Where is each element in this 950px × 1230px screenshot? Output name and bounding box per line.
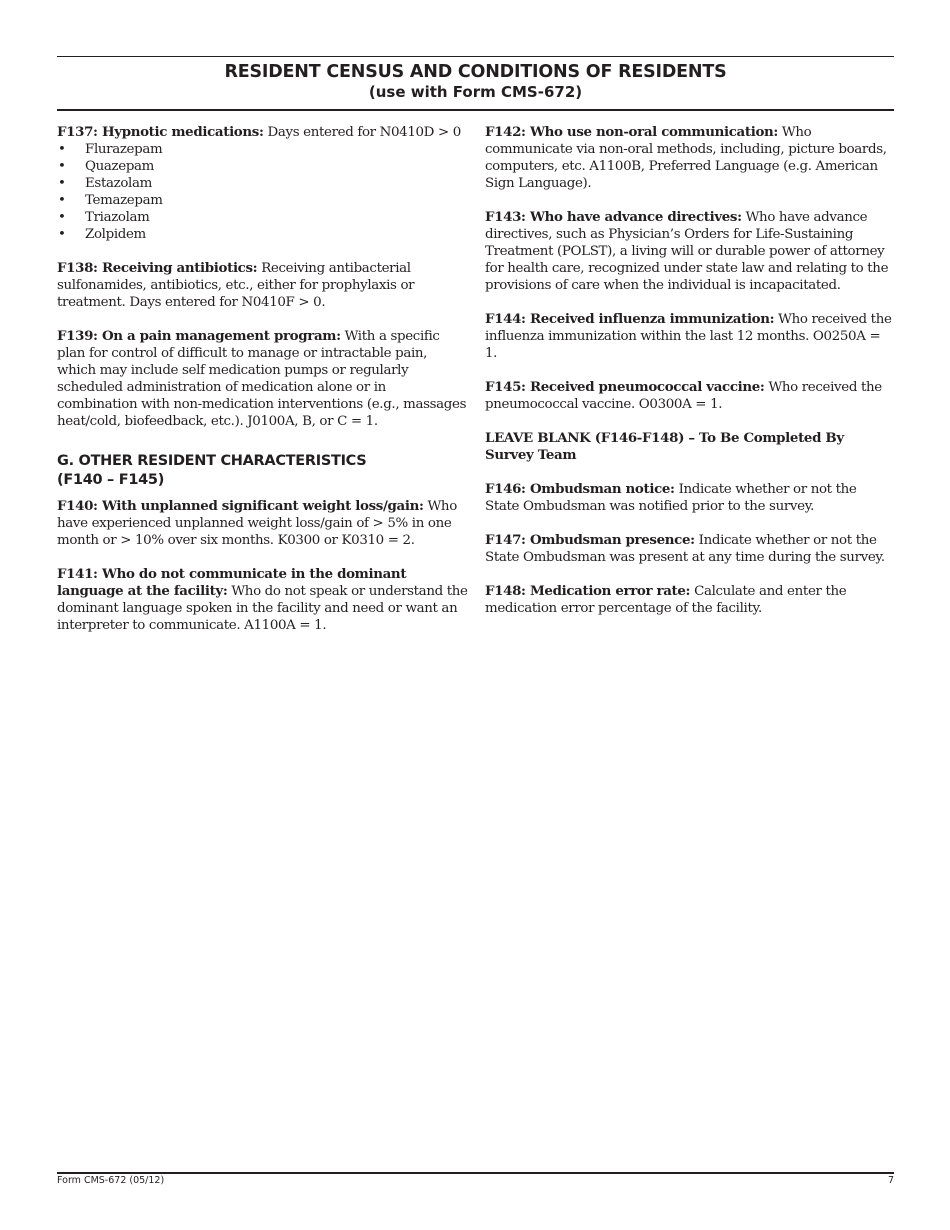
item-f141 [57, 566, 469, 634]
item-f137 [57, 124, 469, 141]
item-f144 [485, 311, 893, 362]
item-heading: F147: Ombudsman presence: [485, 532, 695, 548]
list-item: • Quazepam [57, 158, 469, 175]
item-f140 [57, 498, 469, 549]
footer-rule [57, 1172, 894, 1174]
item-heading: F140: With unplanned significant weight loss/gain: [57, 498, 424, 514]
item-text: Days entered for N0410D > 0 [263, 125, 461, 140]
section-heading-line: G. OTHER RESIDENT CHARACTERISTICS [57, 453, 367, 469]
item-f139 [57, 328, 469, 430]
item-heading: F141: Who do not communicate in the dominant language at the facility: [57, 566, 407, 599]
item-text: Calculate and enter the medication error percentage of the facility. [485, 584, 847, 616]
form-identifier: Form CMS-672 (05/12) [57, 1175, 165, 1186]
list-item: • Temazepam [57, 192, 469, 209]
item-text: Who have advance directives, such as Physician’s Orders for Life-Sustaining Treatment (POLST), a living will or durable power of attorney for health care, recognized under state law and relating to the provisions of care when the individual is incapacitated. [485, 210, 889, 293]
item-heading: F146: Ombudsman notice: [485, 481, 675, 497]
item-text: Who received the pneumococcal vaccine. O0300A = 1. [485, 380, 882, 412]
left-column [57, 124, 469, 651]
item-f138 [57, 260, 469, 311]
page-header [57, 61, 894, 102]
item-text: Who received the influenza immunization within the last 12 months. O0250A = 1. [485, 312, 892, 361]
section-heading-range: (F140 – F145) [57, 472, 165, 488]
item-f143 [485, 209, 893, 294]
item-text: Indicate whether or not the State Ombudsman was present at any time during the survey. [485, 533, 885, 565]
item-f147 [485, 532, 893, 566]
item-heading: F142: Who use non-oral communication: [485, 124, 779, 140]
item-heading: F145: Received pneumococcal vaccine: [485, 379, 765, 395]
list-item: • Zolpidem [57, 226, 469, 243]
item-heading: F137: Hypnotic medications: [57, 124, 264, 140]
hypnotic-medication-list [57, 141, 469, 243]
item-heading: F144: Received influenza immunization: [485, 311, 775, 327]
list-item: • Triazolam [57, 209, 469, 226]
header-rule [57, 109, 894, 111]
item-text: Receiving antibacterial sulfonamides, antibiotics, etc., either for prophylaxis or treatment. Days entered for N0410F > 0. [57, 261, 415, 310]
page-number: 7 [887, 1175, 894, 1186]
list-item: • Estazolam [57, 175, 469, 192]
page-subtitle: (use with Form CMS-672) [368, 83, 583, 101]
item-heading: F143: Who have advance directives: [485, 209, 742, 225]
list-item: • Flurazepam [57, 141, 469, 158]
section-heading-g [57, 452, 469, 490]
leave-blank-note [485, 430, 893, 464]
item-f148 [485, 583, 893, 617]
item-heading: F139: On a pain management program: [57, 328, 341, 344]
item-text: With a specific plan for control of difficult to manage or intractable pain, which may include self medication pumps or regularly scheduled administration of medication alone or in combination with non-medication interventions (e.g., massages heat/cold, biofeedback, etc.). J0100A, B, or C = 1. [57, 329, 467, 429]
right-column [485, 124, 893, 634]
item-f142 [485, 124, 893, 192]
leave-blank-heading: LEAVE BLANK (F146-F148) – To Be Completed By Survey Team [485, 430, 844, 463]
item-text: Indicate whether or not the State Ombudsman was notified prior to the survey. [485, 482, 857, 514]
item-f145 [485, 379, 893, 413]
item-heading: F148: Medication error rate: [485, 583, 691, 599]
item-heading: F138: Receiving antibiotics: [57, 260, 258, 276]
top-rule [57, 56, 894, 57]
item-f146 [485, 481, 893, 515]
item-text: Who do not speak or understand the dominant language spoken in the facility and need or want an interpreter to communicate. A1100A = 1. [57, 584, 468, 633]
page-title: RESIDENT CENSUS AND CONDITIONS OF RESIDENTS [224, 62, 727, 82]
item-text: Who communicate via non-oral methods, including, picture boards, computers, etc. A1100B, Preferred Language (e.g. American Sign Language). [485, 125, 887, 191]
item-text: Who have experienced unplanned weight loss/gain of > 5% in one month or > 10% over six months. K0300 or K0310 = 2. [57, 499, 457, 548]
